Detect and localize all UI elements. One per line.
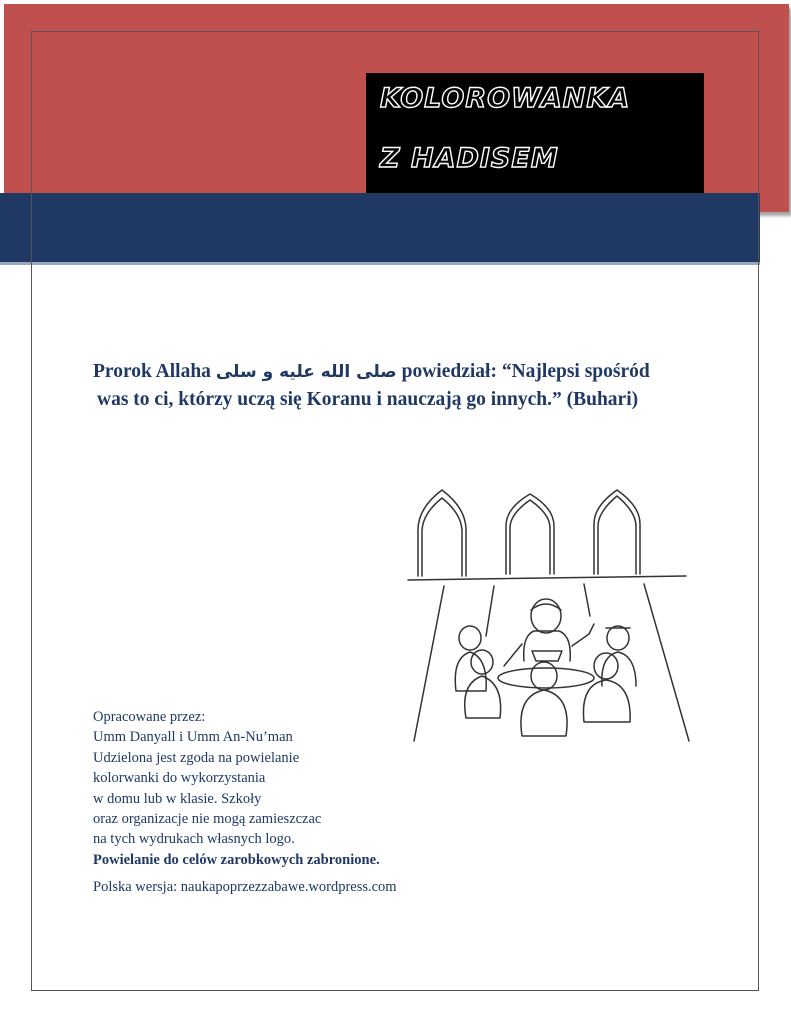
- copyright-notice: Powielanie do celów zarobkowych zabronione.: [93, 851, 380, 868]
- hadith-quote: [93, 358, 693, 414]
- credits-line: Umm Danyall i Umm An-Nu’man: [93, 729, 293, 746]
- credits-block: [93, 707, 397, 898]
- salawat-text: صلى الله عليه و سلى: [215, 362, 397, 382]
- children-learning-quran-illustration: [404, 486, 694, 756]
- credits-line: w domu lub w klasie. Szkoły: [93, 790, 262, 807]
- hadith-said: powiedział: “Najlepsi spośród: [401, 361, 650, 382]
- polish-version-link: Polska wersja: naukapoprzezzabawe.wordpress.com: [93, 879, 397, 896]
- credits-line: oraz organizacje nie mogą zamieszczac: [93, 811, 322, 828]
- title-line-1: KOLOROWANKA: [380, 83, 631, 114]
- hadith-line-2: was to ci, którzy uczą się Koranu i nauczają go innych.” (Buhari): [97, 389, 639, 410]
- hadith-lead: Prorok Allaha: [93, 361, 211, 382]
- title-box: [366, 73, 704, 193]
- credits-line: na tych wydrukach własnych logo.: [93, 831, 295, 848]
- title-line-2: Z HADISEM: [380, 143, 559, 174]
- credits-line: Opracowane przez:: [93, 709, 206, 725]
- credits-line: kolorwanki do wykorzystania: [93, 770, 266, 787]
- credits-line: Udzielona jest zgoda na powielanie: [93, 749, 300, 766]
